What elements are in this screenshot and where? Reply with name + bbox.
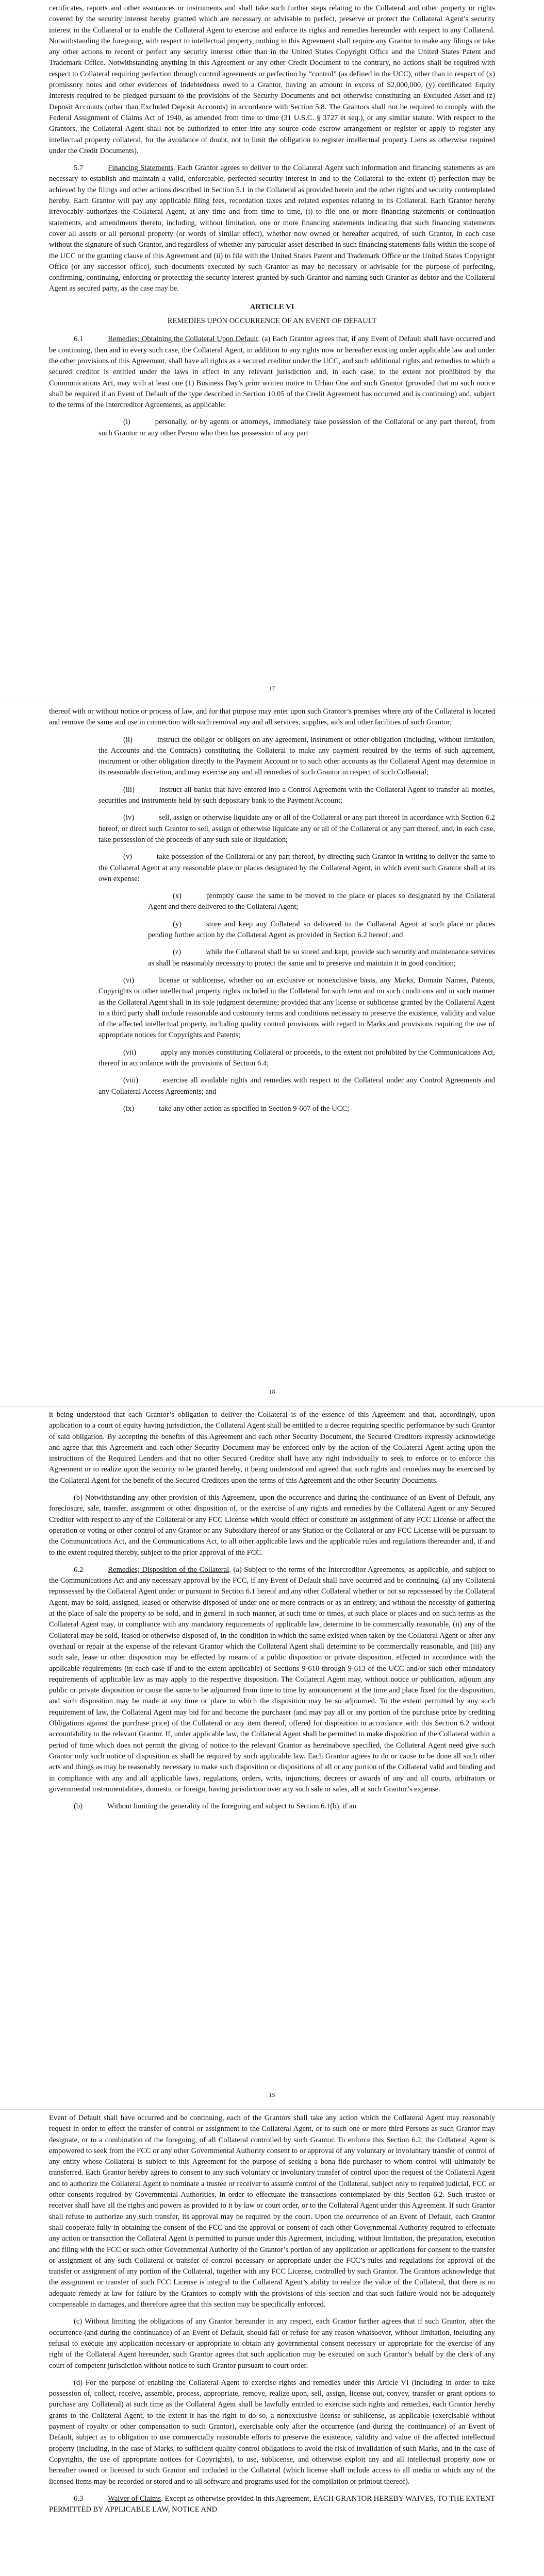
document-page-2	[0, 703, 544, 1406]
item-text: take any other action as specified in Section 9-607 of the UCC;	[159, 1104, 350, 1113]
item-iii-paragraph	[98, 785, 495, 807]
section-5-7-text: . Each Grantor agrees to deliver to the Collateral Agent such information and financing statements as are necessary to establish and maintain a valid, enforceable, perfected security interest in and to the Collateral to the extent (i) perfection may be achieved by the filings and other actions described in Section 5.1 in the Collateral as provided herein and the other rights and security contemplated hereby. Each Grantor will pay any applicable filing fees, recordation taxes and related expenses relating to its Collateral. Each Grantor hereby irrevocably authorizes the Collateral Agent, at any time and from time to time, (i) to file one or more financing statements or continuation statements, and amendments thereto, including, without limitation, one or more financing statements indicating that such financing statements cover all assets or all personal property (or words of similar effect), whether now owned or hereafter acquired, of such Grantor, in each case without the signature of such Grantor, and regardless of whether any particular asset described in such financing statements falls within the scope of the UCC or the granting clause of this Agreement and (ii) to file with the United States Patent and Trademark Office or the United States Copyright Office (or any successor office), such documents executed by such Grantor as may be necessary or advisable for the purpose of perfecting, confirming, continuing, enforcing or protecting the security interest granted by such Grantor and naming such Grantor as debtor and the Collateral Agent as secured party, as the case may be.	[49, 164, 496, 293]
item-number: (vii)	[123, 1048, 137, 1057]
page-number: 18	[269, 1388, 275, 1396]
subitem-y-paragraph	[148, 919, 495, 941]
subitem-number: (z)	[173, 948, 182, 957]
section-6-2-title: Remedies; Disposition of the Collateral	[108, 1565, 229, 1574]
article-title: REMEDIES UPON OCCURRENCE OF AN EVENT OF DEFAULT	[167, 317, 377, 326]
item-i-paragraph	[98, 417, 495, 439]
document-page-3	[0, 1406, 544, 2110]
section-6-1-paragraph	[49, 334, 495, 411]
item-number: (viii)	[123, 1076, 139, 1085]
section-6-1-number: 6.1	[74, 335, 84, 344]
item-text: instruct all banks that have entered into a Control Agreement with the Collateral Agent to transfer all monies, securities and instruments held by such depositary bank to the Payment Account;	[98, 785, 495, 805]
item-vi-paragraph	[98, 975, 495, 1041]
section-6-2-number: 6.2	[74, 1565, 84, 1574]
item-number: (ii)	[123, 735, 133, 744]
item-number: (ix)	[123, 1104, 135, 1113]
item-ix-paragraph	[98, 1104, 495, 1114]
article-heading: ARTICLE VI	[250, 302, 294, 311]
section-5-7-paragraph	[49, 163, 495, 295]
subitem-text: while the Collateral shall be so stored and kept, provide such security and maintenance services as shall be reasonably necessary to protect the same and to preserve and maintain it in good condition;	[148, 948, 495, 968]
item-v-paragraph	[98, 852, 495, 885]
item-text: instruct the obligor or obligors on any agreement, instrument or other obligation (including, without limitation, the Accounts and the Contracts) constituting the Collateral to make any payment required by the terms of such agreement, instrument or other obligation directly to the Payment Account or to such other accounts as the Collateral Agent may determine in its reasonable discretion, and may exercise any and all remedies of such Grantor in respect of such Collateral;	[98, 735, 495, 777]
section-6-1-text: . (a) Each Grantor agrees that, if any Event of Default shall have occurred and be continuing, then and in every such case, the Collateral Agent, in addition to any rights now or hereafter existing under applicable law and under the other provisions of this Agreement, shall have all rights as a secured creditor under the UCC, and such additional rights and remedies to which a secured creditor is entitled under the laws in effect in any relevant jurisdiction and, in each case, to the extent not prohibited by the Communications Act, may with at least one (1) Business Day’s prior written notice to Urban One and such Grantor (provided that no such notice shall be required if an Event of Default of the type described in Section 10.05 of the Credit Agreement has occurred and is continuing) and, subject to the terms of the Intercreditor Agreements, as applicable:	[49, 335, 495, 410]
section-6-2-b-paragraph	[49, 1801, 495, 1812]
page3-continuation-paragraph: it being understood that each Grantor’s obligation to deliver the Collateral is of the essence of this Agreement and that, accordingly, upon application to a court of equity having jurisdiction, the Collateral Agent shall be entitled to a decree requiring specific performance by such Grantor of said obligation. By accepting the benefits of this Agreement and each other Security Document, the Secured Creditors expressly acknowledge and agree that this Agreement and each other Security Document may be enforced only by the action of the Collateral Agent acting upon the instructions of the Required Lenders and that no other Secured Creditor shall have any right individually to seek to enforce or to enforce this Agreement or to realize upon the security to be granted hereby, it being understood and agreed that such rights and remedies may be exercised by the Collateral Agent for the benefit of the Secured Creditors upon the terms of this Agreement and the other Security Documents.	[49, 1411, 495, 1485]
section-6-2-b-text: Without limiting the generality of the foregoing and subject to Section 6.1(b), if an	[107, 1802, 356, 1811]
section-5-7-title: Financing Statements	[108, 164, 174, 173]
page2-continuation-paragraph: thereof with or without notice or process of law, and for that purpose may enter upon such Grantor’s premises where any of the Collateral is located and remove the same and use in connection with such removal any and all services, supplies, aids and other facilities of such Grantor;	[49, 707, 495, 727]
item-number: (vi)	[123, 976, 135, 985]
section-6-2-text: . (a) Subject to the terms of the Intercreditor Agreements, as applicable, and subject to the Communications Act and any necessary approval by the FCC, if any Event of Default shall have occurred and be continuing, (a) any Collateral repossessed by the Collateral Agent under or pursuant to Section 6.1 hereof and any other Collateral whether or not so repossessed by the Collateral Agent, may be sold, assigned, leased or otherwise disposed of under one or more contracts or as an entirety, and without the necessity of gathering at the place of sale the property to be sold, and in general in such manner, at such time or times, at such place or places and on such terms as the Collateral Agent may, in compliance with any mandatory requirements of applicable law, determine to be commercially reasonable, (ii) any of the Collateral may be sold, leased or otherwise disposed of, in the condition in which the same existed when taken by the Collateral Agent or after any overhaul or repair at the expense of the relevant Grantor which the Collateral Agent shall determine to be commercially reasonable, and (iii) any such sale, lease or other disposition may be effected by means of a public disposition or private disposition, effected in accordance with the applicable requirements (in each case if and to the extent applicable) of Sections 9-610 through 9-613 of the UCC and/or such other mandatory requirements of applicable law as may apply to the respective disposition. The Collateral Agent may, without notice or publication, adjourn any public or private disposition or cause the same to be adjourned from time to time by announcement at the time and place fixed for the disposition, and such disposition may be made at any time or place to which the disposition may be so adjourned. To the extent permitted by any such requirement of law, the Collateral Agent may bid for and become the purchaser (and may pay all or any portion of the purchase price by crediting Obligations against the purchase price) of the Collateral or any item thereof, offered for disposition in accordance with this Section 6.2 without accountability to the relevant Grantor. If, under applicable law, the Collateral Agent shall be permitted to make disposition of the Collateral within a period of time which does not permit the giving of notice to the relevant Grantor as hereinabove specified, the Collateral Agent need give such Grantor only such notice of disposition as shall be required by such applicable law. Each Grantor agrees to do or cause to be done all such other acts and things as may be reasonably necessary to make such disposition or dispositions of all or any portion of the Collateral valid and binding and in compliance with any and all applicable laws, regulations, orders, writs, injunctions, decrees or awards of any and all courts, arbitrators or governmental instrumentalities, domestic or foreign, having jurisdiction over any such sale or sales, all at such Grantor’s expense.	[49, 1565, 495, 1793]
section-6-2-d-paragraph: (d) For the purpose of enabling the Collateral Agent to exercise rights and remedies under this Article VI (including in order to take possession of, collect, receive, assemble, process, appropriate, remove, realize upon, sell, assign, license out, convey, transfer or grant options to purchase any Collateral) at such time as the Collateral Agent shall be lawfully entitled to exercise such rights and remedies, each Grantor hereby grants to the Collateral Agent, to the extent it has the right to do so, a nonexclusive license or sublicense, as applicable (exercisable without payment of royalty or other compensation to such Grantor), exercisable only after the occurrence (and during the continuance) of an Event of Default, subject as to obligation to use commercially reasonable efforts to preserve the existence, validity and value of the affected intellectual property (including, in the case of Marks, to sufficient quality control obligations to avoid the risk of invalidation of such Marks, and in the case of Copyrights, the use of appropriate notices for Copyrights), to use, sublicense, and otherwise exploit any and all intellectual property now or hereafter owned or licensed to such Grantor and included in the Collateral (which license shall include access to all media in which any of the licensed items may be recorded or stored and to all software and programs used for the compilation or printout thereof).	[49, 2378, 495, 2486]
item-text: exercise all available rights and remedies with respect to the Collateral under any Control Agreements and any Collateral Access Agreements; and	[98, 1076, 495, 1096]
section-6-3-paragraph	[49, 2494, 495, 2516]
item-i-number: (i)	[123, 418, 130, 427]
section-6-3-text: . Except as otherwise provided in this Agreement, EACH GRANTOR HEREBY WAIVES, TO THE EXTENT PERMITTED BY APPLICABLE LAW, NOTICE AND	[49, 2494, 495, 2514]
item-number: (v)	[123, 853, 133, 861]
subitem-text: promptly cause the same to be moved to the place or places so designated by the Collateral Agent and there delivered to the Collateral Agent;	[148, 892, 495, 911]
page-number: 15	[269, 2091, 275, 2099]
page4-continuation-paragraph: Event of Default shall have occurred and be continuing, each of the Grantors shall take any action which the Collateral Agent may reasonably request in order to effect the transfer of control or assignment to the Collateral Agent, or to such one or more third Persons as such Grantor may designate, or to a combination of the foregoing, of all Collateral controlled by such Grantor. To enforce this Section 6.2, the Collateral Agent is empowered to seek from the FCC or any other Governmental Authority consent to or approval of any voluntary or involuntary transfer of control of any entity whose Collateral is subject to this Agreement for the purpose of seeking a bona fide purchaser to whom control will ultimately be transferred. Each Grantor hereby agrees to consent to any such voluntary or involuntary transfer of control upon the request of the Collateral Agent and to authorize the Collateral Agent to nominate a trustee or receiver to assume control of the Collateral, subject only to required judicial, FCC or other consents required by Governmental Authorities, in order to effectuate the transactions contemplated by this Section 6.2. Such trustee or receiver shall have all the rights and powers as provided to it by law or court order, or to the Collateral Agent under this Agreement. If such Grantor shall refuse to authorize any such transfer, its approval may be required by the court. Upon the occurrence of an Event of Default, each Grantor shall cooperate fully in obtaining the consent of the FCC and the approval or consent of each other Governmental Authority required to effectuate any action or transaction the Collateral Agent is permitted to pursue under this Agreement, including, without limitation, the preparation, execution and filing with the FCC or such other Governmental Authority of the Grantor’s portion of any application or applications for consent to the transfer or assignment of any such Collateral or transfer of control necessary or appropriate under the FCC’s rules and regulations for approval of the transfer or assignment of any portion of the Collateral, together with any FCC License, controlled by such Grantor. The Grantors acknowledge that the assignment or transfer of such FCC License is integral to the Collateral Agent’s ability to realize the value of the Collateral, that there is no adequate remedy at law for failure by the Grantors to comply with the provisions of this section and that such failure would not be adequately compensable in damages, and therefore agree that this section may be specifically enforced.	[49, 2114, 495, 2309]
subitem-text: store and keep any Collateral so delivered to the Collateral Agent at such place or places pending further action by the Collateral Agent as provided in Section 6.2 hereof; and	[148, 920, 495, 940]
section-5-7-number: 5.7	[74, 164, 84, 173]
document-page-1	[0, 0, 544, 703]
item-number: (iii)	[123, 785, 135, 794]
section-6-2-c-paragraph: (c) Without limiting the obligations of any Grantor hereunder in any respect, each Grantor further agrees that if such Grantor, after the occurrence (and during the continuance) of an Event of Default, should fail or refuse for any reason whatsoever, without limitation, including any refusal to execute any application necessary or appropriate to obtain any governmental consent necessary or appropriate for the exercise of any right of the Collateral Agent hereunder, such Grantor agrees that such application may be executed on such Grantor’s behalf by the clerk of any court of competent jurisdiction without notice to such Grantor pursuant to court order.	[49, 2317, 495, 2370]
subitem-number: (x)	[173, 892, 182, 901]
item-vii-paragraph	[98, 1047, 495, 1070]
item-iv-paragraph	[98, 812, 495, 845]
section-6-1-title: Remedies; Obtaining the Collateral Upon Default	[108, 335, 258, 344]
section-6-3-title: Waiver of Claims	[108, 2494, 161, 2503]
item-text: sell, assign or otherwise liquidate any or all of the Collateral or any part thereof in accordance with Section 6.2 hereof, or direct such Grantor to sell, assign or otherwise liquidate any or all of the Collateral or any part thereof, and, in each case, take possession of the proceeds of any such sale or liquidation;	[98, 814, 495, 844]
subitem-number: (y)	[173, 920, 182, 928]
page1-continuation-paragraph: certificates, reports and other assurances or instruments and shall take such further steps relating to the Collateral and other property or rights covered by the security interest hereby granted which are necessary or advisable to perfect, preserve or protect the Collateral Agent’s security interest in the Collateral or to enable the Collateral Agent to exercise and enforce its rights and remedies hereunder with respect to any Collateral. Notwithstanding the foregoing, with respect to intellectual property, nothing in this Agreement shall require any Grantor to make any filings or take any other actions to record or perfect any security interest other than in the United States Copyright Office and the United States Patent and Trademark Office. Notwithstanding anything in this Agreement or any other Credit Document to the contrary, no actions shall be required with respect to Collateral requiring perfection through control agreements or perfection by “control” (as defined in the UCC), other than in respect of (x) promissory notes and other evidences of Indebtedness owed to a Grantor, having an amount in excess of $2,000,000, (y) certificated Equity Interests required to be pledged pursuant to the provisions of the Security Documents and not otherwise constituting an Excluded Asset and (z) Deposit Accounts (other than Excluded Deposit Accounts) in accordance with Section 5.8. The Grantors shall not be required to comply with the Federal Assignment of Claims Act of 1940, as amended from time to time (31 U.S.C. § 3727 et seq.), or any similar statute. With respect to the Grantors, the Collateral Agent shall not be authorized to enter into any source code escrow arrangement or register or apply to register any intellectual property collateral, for the avoidance of doubt, not to limit the obligation to register intellectual property Liens as otherwise required under the Credit Documents).	[49, 4, 495, 155]
item-text: take possession of the Collateral or any part thereof, by directing such Grantor in writing to deliver the same to the Collateral Agent at any reasonable place or places designated by the Collateral Agent, in which event such Grantor shall at its own expense:	[98, 853, 495, 883]
section-6-2-b-number: (b)	[74, 1802, 83, 1811]
section-6-2-paragraph	[49, 1565, 495, 1795]
subitem-x-paragraph	[148, 891, 495, 913]
item-viii-paragraph	[98, 1075, 495, 1097]
subitem-z-paragraph	[148, 947, 495, 969]
section-6-1-b-paragraph: (b) Notwithstanding any other provision of this Agreement, upon the occurrence and during the continuance of an Event of Default, any foreclosure, sale, transfer, assignment or other disposition of, or the exercise of any rights and remedies by the Collateral Agent or any Secured Creditor with respect to any of the Collateral or any FCC License which would effect or constitute an assignment of any FCC License or affect the operation or voting or other control of any Grantor or any Subsidiary thereof or any Station or the Collateral or any FCC License will be pursuant to the Communications Act, and the Communications Act, to all other applicable laws and the applicable rules and regulations thereunder and, if and to the extent required thereby, subject to the prior approval of the FCC.	[49, 1494, 495, 1557]
item-number: (iv)	[123, 814, 135, 822]
item-text: license or sublicense, whether on an exclusive or nonexclusive basis, any Marks, Domain Names, Patents, Copyrights or other intellectual property rights included in the Collateral for such term and on such conditions and in such manner as the Collateral Agent shall in its sole judgment determine; provided that any license or sublicense granted by the Collateral Agent to a third party shall include reasonable and customary terms and conditions necessary to preserve the existence, validity and value of the affected intellectual property, including quality control provisions with regard to Marks and provisions requiring the use of appropriate notices for Copyrights and Patents;	[98, 976, 495, 1040]
section-6-3-number: 6.3	[74, 2494, 84, 2503]
item-ii-paragraph	[98, 735, 495, 778]
page-number: 17	[269, 685, 275, 692]
item-text: apply any monies constituting Collateral or proceeds, to the extent not prohibited by the Communications Act, thereof in accordance with the provisions of Section 6.4;	[98, 1048, 495, 1068]
item-i-text: personally, or by agents or attorneys, immediately take possession of the Collateral or any part thereof, from such Grantor or any other Person who then has possession of any part	[98, 418, 495, 437]
document-page-4	[0, 2110, 544, 2576]
